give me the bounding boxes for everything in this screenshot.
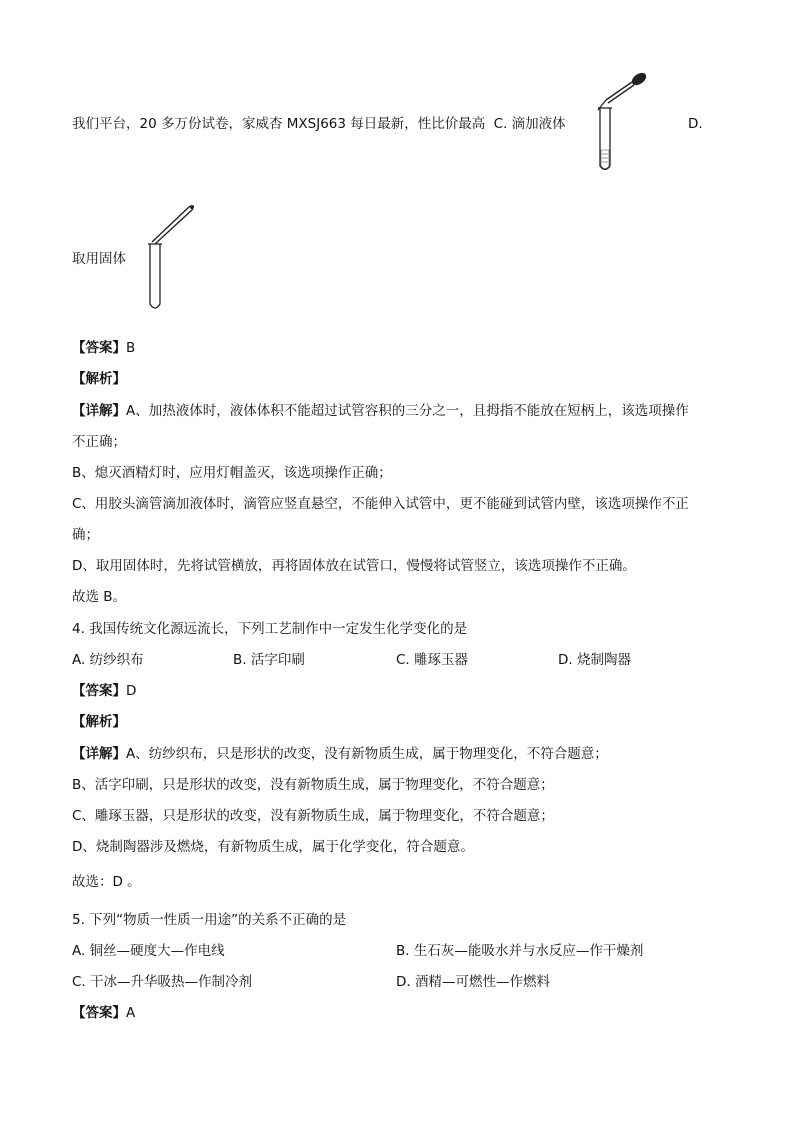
q4-line: D、烧制陶器涉及燃烧，有新物质生成，属于化学变化，符合题意。 (72, 839, 474, 855)
q4-option-a: A. 纺纱织布 (72, 652, 144, 668)
q5-option-d: D. 酒精—可燃性—作燃料 (396, 974, 550, 990)
q4-option-b: B. 活字印刷 (233, 652, 305, 668)
q4-answer (72, 682, 136, 700)
q3-line: D、取用固体时，先将试管横放，再将固体放在试管口，慢慢将试管竖立，该选项操作不正确。 (72, 558, 636, 574)
q5-option-b: B. 生石灰—能吸水并与水反应—作干燥剂 (396, 943, 644, 959)
ad-text: 我们平台，20 多万份试卷，家威杏 MXSJ663 每日最新，性比价最高 (72, 116, 486, 132)
answer-tag: 【答案】 (72, 340, 126, 356)
q4-line: C、雕琢玉器，只是形状的改变，没有新物质生成，属于物理变化，不符合题意； (72, 808, 554, 824)
q3-detail-line (72, 402, 689, 420)
tweezers-test-tube-figure (146, 200, 198, 312)
detail-tag: 【详解】 (72, 746, 126, 762)
top-line (72, 115, 566, 133)
answer-value: A (126, 1005, 136, 1021)
q5-stem: 5. 下列“物质一性质一用途”的关系不正确的是 (72, 912, 347, 928)
q3-line: 不正确； (72, 434, 126, 450)
option-d-text: 取用固体 (72, 251, 126, 267)
q3-line: 故选 B。 (72, 589, 127, 605)
q3-analysis-tag: 【解析】 (72, 371, 126, 387)
q3-line: 确； (72, 527, 99, 543)
q3-line: B、熄灭酒精灯时，应用灯帽盖灭，该选项操作正确； (72, 465, 392, 481)
q4-detail-line (72, 745, 608, 763)
q5-option-a: A. 铜丝—硬度大—作电线 (72, 943, 225, 959)
detail-text: A、纺纱织布，只是形状的改变，没有新物质生成，属于物理变化，不符合题意； (126, 746, 608, 762)
q4-line: 故选：D 。 (72, 874, 141, 890)
answer-value: B (126, 340, 136, 356)
q3-line: C、用胶头滴管滴加液体时，滴管应竖直悬空，不能伸入试管中，更不能碰到试管内壁，该选项操作不正 (72, 496, 689, 512)
q3-answer (72, 339, 135, 357)
answer-tag: 【答案】 (72, 1005, 126, 1021)
q4-option-d: D. 烧制陶器 (558, 652, 631, 668)
q4-stem: 4. 我国传统文化源远流长，下列工艺制作中一定发生化学变化的是 (72, 621, 468, 637)
q4-option-c: C. 雕琢玉器 (396, 652, 469, 668)
detail-tag: 【详解】 (72, 403, 126, 419)
option-c-label: C. 滴加液体 (493, 116, 566, 132)
dropper-test-tube-figure (592, 70, 652, 174)
q5-answer (72, 1004, 135, 1022)
q4-line: B、活字印刷，只是形状的改变，没有新物质生成，属于物理变化，不符合题意； (72, 777, 554, 793)
answer-value: D (126, 683, 137, 699)
q5-option-c: C. 干冰—升华吸热—作制冷剂 (72, 974, 253, 990)
option-d-label: D. (688, 116, 703, 132)
detail-text: A、加热液体时，液体体积不能超过试管容积的三分之一，且拇指不能放在短柄上，该选项操作 (126, 403, 689, 419)
q4-analysis-tag: 【解析】 (72, 714, 126, 730)
answer-tag: 【答案】 (72, 683, 126, 699)
